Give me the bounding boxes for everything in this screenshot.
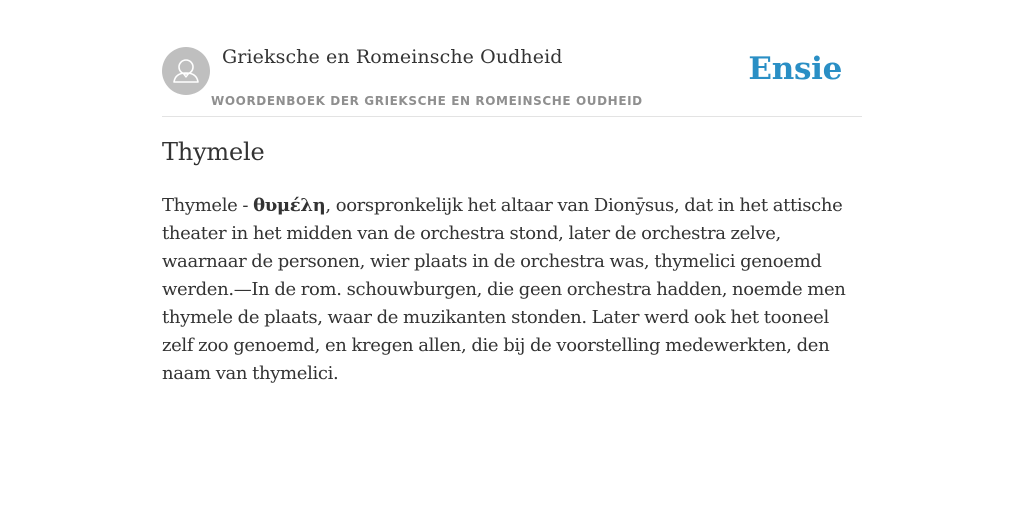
entry-body-text: , oorspronkelijk het altaar van Dionȳsus, dat in het attische theater in het midden van de orchestra stond, later de orchestra zelve, waarnaar de personen, wier plaats in de orchestra was, thymelici genoemd werden.—In de rom. schouwburgen, die geen orchestra hadden, noemde men thymele de plaats, waar de muzikanten stonden. Later werd ook het tooneel zelf zoo genoemd, en kregen allen, die bij de voorstelling medewerkten, den naam van thymelici.	[162, 195, 846, 384]
source-title[interactable]: Grieksche en Romeinsche Oudheid	[222, 46, 563, 68]
ensie-logo-link[interactable]: Ensie	[748, 51, 842, 87]
source-header	[162, 44, 862, 117]
entry-title: Thymele	[162, 138, 265, 166]
entry-body-lead: Thymele -	[162, 195, 254, 216]
source-avatar[interactable]	[162, 47, 210, 95]
source-subtitle: WOORDENBOEK DER GRIEKSCHE EN ROMEINSCHE OUDHEID	[211, 94, 643, 108]
user-icon	[162, 47, 210, 95]
greek-term: θυμέλη	[253, 195, 326, 216]
entry-body	[162, 192, 862, 388]
